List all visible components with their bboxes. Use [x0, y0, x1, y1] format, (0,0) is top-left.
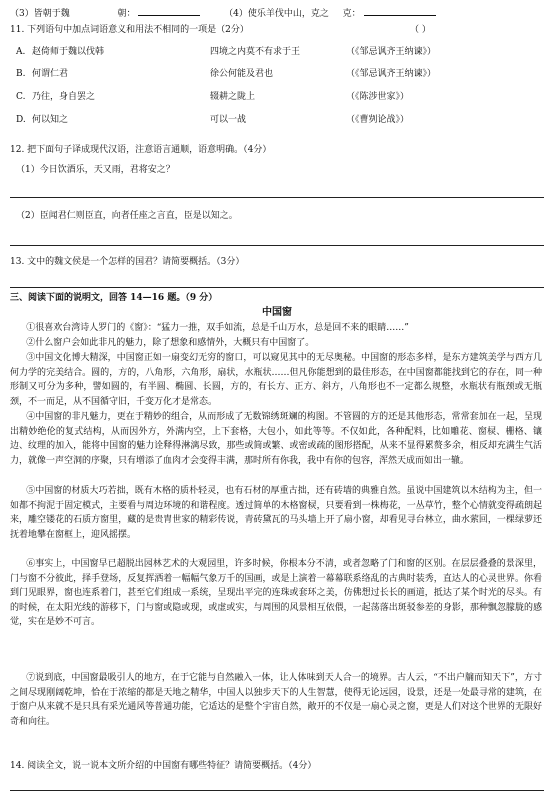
- q11-option-a[interactable]: [10, 46, 544, 58]
- answer-line-q12-1[interactable]: [10, 197, 544, 198]
- q10-item3-blank[interactable]: [138, 6, 200, 16]
- q12-sentence-1: （1）今日饮酒乐，天又雨，君将安之？: [16, 165, 175, 175]
- q14-stem: 14. 阅读全文，说一说本文所介绍的中国窗有哪些特征？请简要概括。（4分）: [10, 761, 317, 771]
- paragraph-6: ⑥事实上，中国窗早已超脱出园林艺术的大观园里，许多时候，你根本分不清，或者忽略了门和窗的区别。在层层叠叠的景深里，门与窗不分彼此，择手登场，反复挥洒着一幅幅气象万千的国画，或是上演着一幕幕联系络乱的古典时装秀，直达人的心灵世界。你看到门见眼界，窗也连系着门，甚至它们组成一系统，呈现出平完的连珠或套环之美，仿佛想过长长的画道，抵达了某个时光的尽头。有的时候，在太阳光线的游移下，门与窗或隐或现，或虚或实，与周围的风景相互依偎，一起荡落出斑驳参差的身影，那种飘忽朦胧的感觉，实在是妙不可言。: [10, 559, 542, 627]
- q10-line: [10, 6, 544, 20]
- q10-item4-blank[interactable]: [364, 6, 436, 16]
- answer-line-q12-2[interactable]: [10, 245, 544, 246]
- option-letter: C.: [16, 92, 26, 102]
- passage-title: 中国窗: [262, 307, 292, 318]
- q10-item4: （4）使乐羊伐中山，克之: [224, 9, 329, 19]
- option-letter: A.: [16, 47, 26, 57]
- option-left: 何以知之: [32, 115, 69, 125]
- paragraph-7: ⑦说到底，中国窗最吸引人的地方，在于它能与自然融入一体，让人体味到天人合一的境界。古人云，“不出户牖而知天下”，方寸之间尽现刚阔乾坤，恰在于浓缩的都是天地之精华，中国人以独步天下的人生智慧，使得无论远园，设景，还是一处最寻常的建筑，在于窗户从来就不是只具有采光通风等普通功能，它适达的是整个宇宙自然，敞开的不仅是一扇心灵之窗，更是人们对这个世界的无限好奇和向往。: [10, 673, 542, 727]
- option-left: 何谓仁君: [32, 69, 69, 79]
- option-right: 可以一战: [210, 115, 247, 125]
- option-right: 辍耕之陇上: [210, 92, 256, 102]
- option-right: 徐公何能及君也: [210, 69, 274, 79]
- option-source: （《陈涉世家》）: [346, 92, 410, 102]
- q11-option-c[interactable]: [10, 91, 544, 103]
- paragraph-4: ④中国窗的非凡魅力，更在于精妙的组合，从而形成了无数锦绣斑斓的构图。不管圆的方的还是其他形态，常常套加在一起，呈现出精妙绝伦的复式结构，从而因外方，外满内空，上下套格，大包小，如此等等。不仅如此，各种配料，比如雕花、窗棂、栅格、镶边、纹理的加入，能将中国窗的魅力诠释得淋漓尽致，那些或简或繁、或密或疏的图形搭配，从来不显得累赘多余，相反却充满生气活力，就像一声空洞的序聚，只有增添了血肉才会变得丰满，那时所有你我，我中有你的包容，浑然天成而如出一辙。: [10, 412, 542, 466]
- q13-stem: 13. 文中的魏文侯是一个怎样的国君？请简要概括。（3分）: [10, 257, 245, 267]
- paragraph-1: ①很喜欢台湾诗人罗门的《窗》：“猛力一推，双手如流，总是千山万水，总是回不来的眼睛……”: [26, 323, 409, 333]
- q10-item4-label: 克：: [342, 9, 361, 19]
- paragraph-3: ③中国文化博大精深，中国窗正如一扇变幻无穷的窗口，可以窥见其中的无尽奥秘。中国窗的形态多样，是东方建筑美学与西方几何力学的完美结合。圆的，方的，八角形，六角形，扇状，水瓶状……但凡你能想到的最佳形态，在中国窗都能找到它的存在，同一种形制又可分为多种，譬如圆的，有半圆、椭圆、长圆，方的，有长方、正方、斜方，八角形也不一定都么规整，水瓶状有瓶颈或无瓶颈，不一而足，从不国循守旧，千变万化才是常态。: [10, 353, 542, 407]
- answer-line-q13[interactable]: [10, 287, 544, 288]
- option-source: （《曹刿论战》）: [346, 115, 410, 125]
- q11-stem: 11. 下列语句中加点词语意义和用法不相同的一项是（2分）: [10, 25, 249, 35]
- q12-stem: 12. 把下面句子译成现代汉语，注意语言通顺，语意明确。（4分）: [10, 145, 272, 155]
- option-source: （《邹忌讽齐王纳谏》）: [346, 69, 437, 79]
- q11-answer-paren[interactable]: （ ）: [410, 25, 431, 35]
- option-letter: B.: [16, 69, 26, 79]
- option-left: 赵倚师于魏以伐韩: [32, 47, 105, 57]
- q10-item3: （3）皆朝于魏: [10, 9, 70, 19]
- q10-item3-label: 朝：: [117, 9, 136, 19]
- paragraph-2: ②什么窗户会如此非凡的魅力，除了想象和感情外，大概只有中国窗了。: [26, 338, 315, 348]
- option-letter: D.: [16, 115, 26, 125]
- section-3-heading: 三、阅读下面的说明文，回答 14—16 题。（9 分）: [10, 293, 218, 303]
- paragraph-5: ⑤中国窗的材质大巧若拙，既有木格的质朴轻灵，也有石材的厚重古拙，还有砖墙的典雅自然。虽说中国建筑以木结构为主，但一如都不拘泥于固定模式，主要看与周边环境的和谐程度。透过简单的木格窗棂，只要看到一株梅花，一丛草竹，整个心情就变得疏朗起来，雕空镂花的石质方窗里，藏的是贵胄世家的精彩传说，青砖黛瓦的马头墙上开了扇小窗，却看见寻台林立，曲水萦回，一棵绿萝还抚着地攀在窗框上，迎风摇摆。: [10, 486, 542, 540]
- option-source: （《邹忌讽齐王纳谏》）: [346, 47, 437, 57]
- option-right: 四境之内莫不有求于王: [210, 47, 301, 57]
- answer-line-q14[interactable]: [10, 790, 544, 791]
- q11-option-b[interactable]: [10, 68, 544, 80]
- q12-sentence-2: （2）臣闻君仁则臣直，向者任座之言直，臣是以知之。: [16, 211, 238, 221]
- option-left: 乃往，身自罢之: [32, 92, 96, 102]
- q11-option-d[interactable]: [10, 114, 544, 126]
- q11-stem-line: [10, 24, 544, 36]
